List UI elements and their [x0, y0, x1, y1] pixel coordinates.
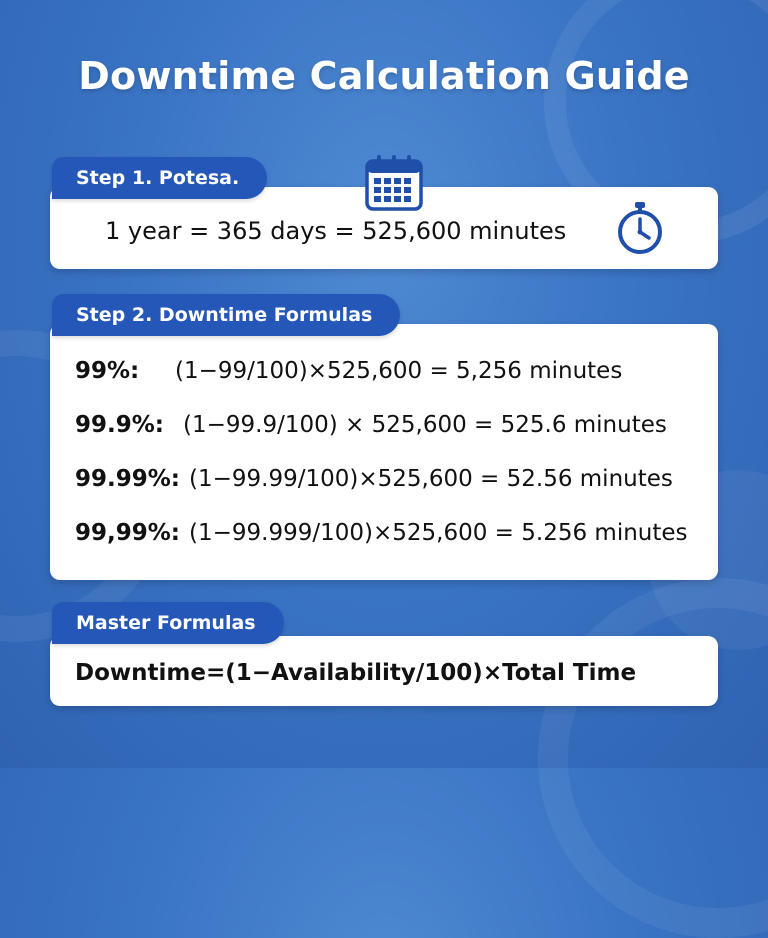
formula-row — [50, 358, 718, 412]
formula-row — [50, 520, 718, 574]
master-label: Master Formulas — [52, 602, 284, 644]
step2-label: Step 2. Downtime Formulas — [52, 294, 400, 336]
formula-row — [50, 412, 718, 466]
decorative-circle — [538, 578, 768, 938]
master-card — [50, 636, 718, 706]
availability-level: 99.99%: — [75, 466, 180, 492]
availability-level: 99%: — [75, 358, 140, 384]
year-minutes-equation: 1 year = 365 days = 525,600 minutes — [105, 217, 567, 245]
downtime-formula: (1−99.999/100)×525,600 = 5.256 minutes — [189, 520, 688, 546]
availability-level: 99,99%: — [75, 520, 180, 546]
step1-label: Step 1. Potesa. — [52, 157, 267, 199]
page-title: Downtime Calculation Guide — [78, 54, 690, 98]
availability-level: 99.9%: — [75, 412, 164, 438]
formula-row — [50, 466, 718, 520]
step2-card — [50, 324, 718, 580]
stopwatch-icon — [612, 200, 668, 256]
calendar-icon — [363, 153, 425, 213]
master-formula: Downtime=(1−Availability/100)×Total Time — [75, 660, 637, 686]
downtime-formula: (1−99/100)×525,600 = 5,256 minutes — [175, 358, 623, 384]
downtime-formula: (1−99.9/100) × 525,600 = 525.6 minutes — [183, 412, 667, 438]
downtime-formula: (1−99.99/100)×525,600 = 52.56 minutes — [189, 466, 673, 492]
